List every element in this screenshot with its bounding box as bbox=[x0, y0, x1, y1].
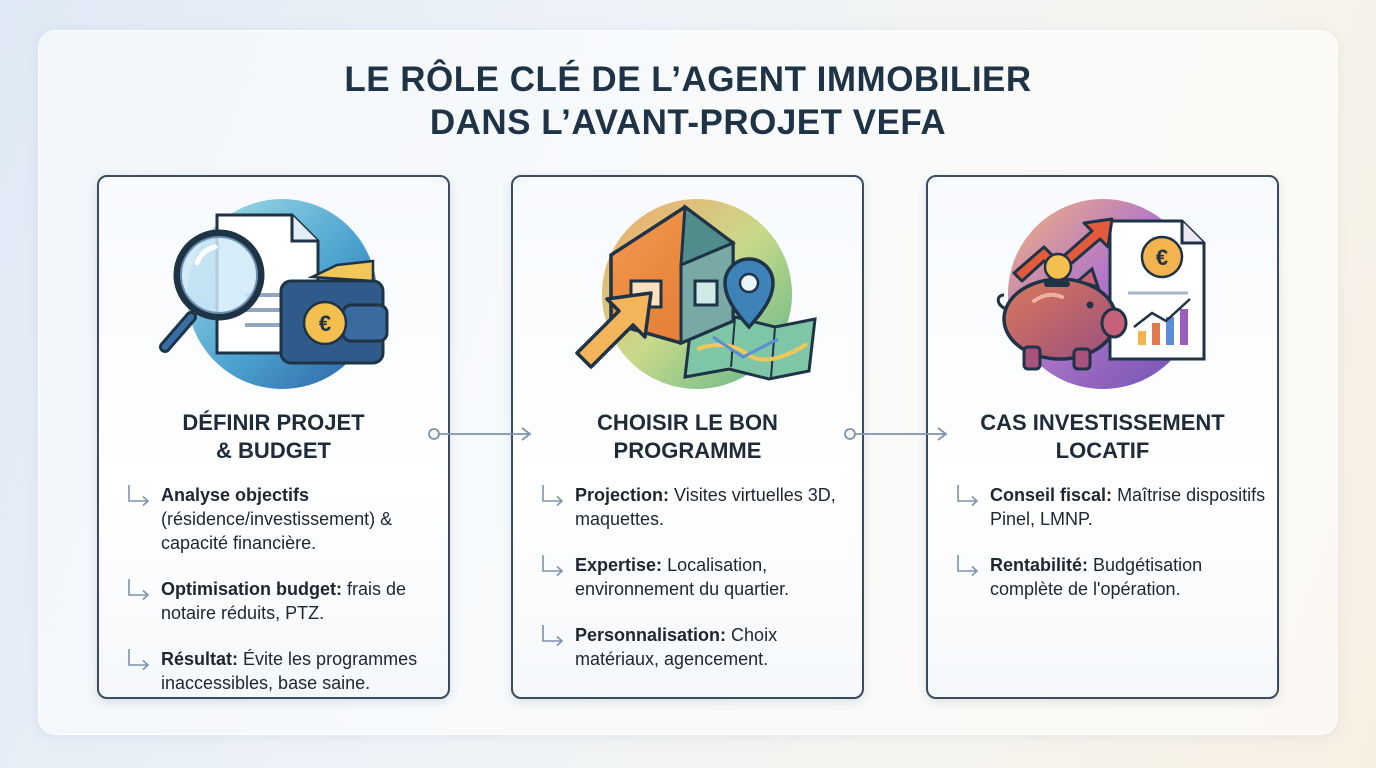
bullet-list bbox=[123, 483, 443, 717]
list-item bbox=[123, 647, 443, 695]
list-item bbox=[123, 577, 443, 625]
card-title bbox=[513, 409, 862, 465]
item-label: Projection: bbox=[575, 485, 670, 505]
item-text: (résidence/investissement) & capacité financière. bbox=[161, 509, 393, 553]
page-title-line-2: DANS L’AVANT-PROJET VEFA bbox=[429, 103, 947, 142]
card-title bbox=[928, 409, 1277, 465]
item-label: Analyse objectifs bbox=[161, 485, 310, 505]
elbow-arrow-icon bbox=[537, 623, 571, 653]
card-title bbox=[99, 409, 448, 465]
card-title-line-1: DÉFINIR PROJET bbox=[182, 410, 365, 435]
item-label: Rentabilité: bbox=[990, 555, 1089, 575]
card-title-line-2: PROGRAMME bbox=[613, 438, 762, 463]
bullet-list bbox=[537, 483, 857, 693]
item-label: Personnalisation: bbox=[575, 625, 727, 645]
bullet-list bbox=[952, 483, 1272, 623]
item-text: Localisation, environnement du quartier. bbox=[575, 555, 790, 599]
elbow-arrow-icon bbox=[123, 647, 157, 677]
elbow-arrow-icon bbox=[952, 483, 986, 513]
svg-text:€: € bbox=[1155, 245, 1169, 270]
card-choose-program bbox=[511, 175, 864, 699]
elbow-arrow-icon bbox=[123, 577, 157, 607]
page-title bbox=[0, 58, 1376, 144]
list-item bbox=[952, 553, 1272, 601]
elbow-arrow-icon bbox=[537, 483, 571, 513]
item-text: Choix matériaux, agencement. bbox=[575, 625, 778, 669]
list-item bbox=[537, 623, 857, 671]
page-title-line-1: LE RÔLE CLÉ DE L’AGENT IMMOBILIER bbox=[344, 60, 1032, 99]
connector-arrow-1 bbox=[426, 424, 536, 444]
card-rental-investment bbox=[926, 175, 1279, 699]
piggy-bank-growth-chart-euro-icon bbox=[928, 177, 1281, 397]
list-item bbox=[123, 483, 443, 555]
elbow-arrow-icon bbox=[952, 553, 986, 583]
card-title-line-1: CAS INVESTISSEMENT bbox=[980, 410, 1225, 435]
card-title-line-2: & BUDGET bbox=[216, 438, 331, 463]
item-text: frais de notaire réduits, PTZ. bbox=[161, 579, 407, 623]
item-label: Expertise: bbox=[575, 555, 663, 575]
card-title-line-2: LOCATIF bbox=[1055, 438, 1150, 463]
item-text: Visites virtuelles 3D, maquettes. bbox=[575, 485, 836, 529]
item-label: Conseil fiscal: bbox=[990, 485, 1113, 505]
card-title-line-1: CHOISIR LE BON bbox=[597, 410, 778, 435]
item-label: Résultat: bbox=[161, 649, 239, 669]
item-label: Optimisation budget: bbox=[161, 579, 342, 599]
elbow-arrow-icon bbox=[537, 553, 571, 583]
magnifier-document-wallet-euro-icon bbox=[99, 177, 452, 397]
list-item bbox=[952, 483, 1272, 531]
list-item bbox=[537, 553, 857, 601]
svg-text:€: € bbox=[318, 311, 332, 336]
house-map-pin-arrow-icon bbox=[513, 177, 866, 397]
item-text: Évite les programmes inaccessibles, base saine. bbox=[161, 649, 418, 693]
elbow-arrow-icon bbox=[123, 483, 157, 513]
list-item bbox=[537, 483, 857, 531]
card-define-project-budget bbox=[97, 175, 450, 699]
connector-arrow-2 bbox=[842, 424, 952, 444]
item-text: Maîtrise dispositifs Pinel, LMNP. bbox=[990, 485, 1266, 529]
item-text: Budgétisation complète de l'opération. bbox=[990, 555, 1203, 599]
